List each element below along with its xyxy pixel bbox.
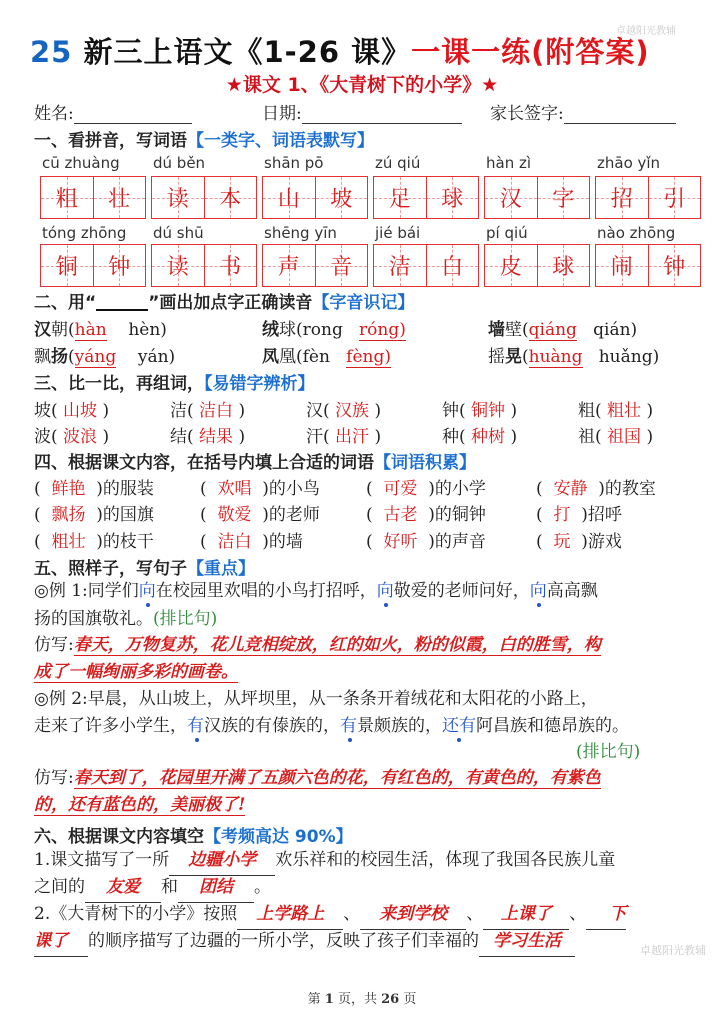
emphasis-char: 有 <box>187 716 204 736</box>
fill-answer: 鲜艳 <box>51 479 86 499</box>
compare-answer: 结果 <box>199 427 234 447</box>
pron-item-2 <box>262 315 406 340</box>
compare-item: 汗( 出汗 ) <box>306 427 382 447</box>
char-cell <box>263 177 316 218</box>
answer-char: 招 <box>610 187 633 212</box>
answer-char: 粗 <box>55 187 78 212</box>
char-cell <box>596 245 649 286</box>
footer-text: 页，共 <box>337 992 377 1007</box>
compare-char: 坡 <box>34 401 51 421</box>
fill-tail: )的服装 <box>96 479 154 499</box>
compare-item: 波( 波浪 ) <box>34 427 110 447</box>
compare-item: 汉( 汉族 ) <box>306 401 382 421</box>
fill-tail: )的国旗 <box>96 505 154 525</box>
answer-char: 引 <box>663 187 686 212</box>
char-cell <box>485 245 538 286</box>
pron-rest: ( <box>522 347 529 367</box>
char-cell <box>596 177 649 218</box>
compare-answer: 山坡 <box>63 401 98 421</box>
pinyin-label: pí qiú <box>486 224 528 242</box>
compare-item: 粗( 粗壮 ) <box>578 401 654 421</box>
emphasis-char: 有 <box>340 716 357 736</box>
answer-blank: 下 <box>586 899 626 930</box>
lesson-subtitle: ★课文 1、《大青树下的小学》★ <box>225 74 499 96</box>
answer-char: 壮 <box>108 187 131 212</box>
char-cell <box>152 177 205 218</box>
char-cell <box>41 177 94 218</box>
text: 敬爱的老师问好， <box>393 581 530 601</box>
imitate-label: 仿写: <box>34 635 74 655</box>
pron-rest: 球(rong <box>279 320 343 340</box>
compare-char: 汗 <box>306 427 323 447</box>
fill-tail: )的墙 <box>262 532 303 552</box>
section1-title: 一、看拼音，写词语 <box>34 131 187 151</box>
dotted-char: 凤 <box>262 347 279 367</box>
compare-char: 洁 <box>170 401 187 421</box>
compare-char: 汉 <box>306 401 323 421</box>
answer-char: 铜 <box>55 255 78 280</box>
pron-item-1 <box>34 315 167 340</box>
section5-title: 五、照样子，写句子 <box>34 559 187 579</box>
text: 高高飘 <box>546 581 598 601</box>
compare-item: 洁( 洁白 ) <box>170 401 246 421</box>
fill-answer: 飘扬 <box>51 505 86 525</box>
separator: 、 <box>569 904 587 924</box>
title-number: 25 <box>30 35 73 69</box>
compare-answer: 祖国 <box>607 427 642 447</box>
example1-note: (排比句) <box>153 609 218 629</box>
char-cell <box>94 245 146 286</box>
section1-tag: 【一类字、词语表默写】 <box>187 131 374 151</box>
text: 1.课文描写了一所 <box>34 850 170 870</box>
text: 汉族的有傣族的， <box>204 716 340 736</box>
dotted-char: 墙 <box>488 320 505 340</box>
pinyin-label: shān pō <box>264 154 324 172</box>
text: 2.《大青树下的小学》按照 <box>34 904 238 924</box>
compare-item: 坡( 山坡 ) <box>34 401 110 421</box>
text: 欢乐祥和的校园生活，体现了我国各民族儿童 <box>275 850 616 870</box>
pron-pre: 摇 <box>488 347 505 367</box>
text: 走来了许多小学生， <box>34 716 187 736</box>
fill-tail: )游戏 <box>581 532 622 552</box>
char-cell <box>649 245 701 286</box>
underline-sample <box>96 295 148 311</box>
answer-char: 钟 <box>663 255 686 280</box>
text: 的顺序描写了边疆的一所小学，反映了孩子们幸福的 <box>88 931 479 951</box>
pron-item-5 <box>262 342 391 367</box>
char-cell <box>152 245 205 286</box>
compare-answer: 波浪 <box>63 427 98 447</box>
fill-tail: )的教室 <box>598 479 656 499</box>
example2-line1: ◎例 2:早晨，从山坡上，从坪坝里，从一条条开着绒花和太阳花的小路上， <box>34 689 598 709</box>
text: ◎例 1:同学们 <box>34 581 139 601</box>
answer-blank: 友爱 <box>85 872 161 903</box>
section3-tag: 【易错字辨析】 <box>204 374 315 394</box>
answer-char: 字 <box>552 187 575 212</box>
answer-char: 钟 <box>108 255 131 280</box>
char-cell <box>316 245 368 286</box>
pron-item-6 <box>488 342 659 367</box>
writing-box <box>373 244 479 287</box>
text: 在校园里欢唱的小鸟打招呼， <box>155 581 377 601</box>
fill-item: ( 敬爱 )的老师 <box>200 505 320 525</box>
dotted-char: 汉 <box>34 320 51 340</box>
answer-blank: 上课了 <box>483 899 569 930</box>
writing-box <box>373 176 479 219</box>
imitate-answer: 春天，万物复苏，花儿竞相绽放，红的如火，粉的似霞，白的胜雪，构 <box>73 635 601 655</box>
example2-line2 <box>34 711 629 741</box>
compare-answer: 铜钟 <box>471 401 506 421</box>
fill-item: ( 粗壮 )的枝干 <box>34 532 154 552</box>
fill-answer: 洁白 <box>217 532 252 552</box>
char-cell <box>374 245 427 286</box>
title-main: 新三上语文《1-26 课》 <box>72 35 412 69</box>
writing-box <box>262 176 368 219</box>
pinyin-label: shēng yīn <box>264 224 337 242</box>
pinyin-label: dú běn <box>153 154 206 172</box>
char-cell <box>205 177 257 218</box>
fill-answer: 玩 <box>553 532 571 552</box>
imitate-answer: 成了一幅绚丽多彩的画卷。 <box>34 662 238 682</box>
fill-item: ( 好听 )的声音 <box>366 532 486 552</box>
pron-other: huǎng) <box>598 347 660 367</box>
answer-char: 声 <box>277 255 300 280</box>
pron-pre: 飘 <box>34 347 51 367</box>
fill-item: ( 飘扬 )的国旗 <box>34 505 154 525</box>
char-cell <box>205 245 257 286</box>
fill-item: ( 玩 )游戏 <box>536 532 622 552</box>
dotted-char: 晃 <box>505 347 522 367</box>
text: 景颇族的， <box>357 716 442 736</box>
dotted-char: 扬 <box>51 347 68 367</box>
char-cell <box>427 245 479 286</box>
answer-char: 山 <box>277 187 300 212</box>
fill-tail: )的声音 <box>428 532 486 552</box>
section4-tag: 【词语积累】 <box>374 453 476 473</box>
writing-box <box>595 244 701 287</box>
answer-char: 本 <box>219 187 242 212</box>
fill-answer: 打 <box>553 505 571 525</box>
section6-heading <box>34 822 353 847</box>
pinyin-label: zú qiú <box>375 154 421 172</box>
char-cell <box>649 177 701 218</box>
name-line[interactable] <box>74 105 192 124</box>
text: 。 <box>254 877 271 897</box>
text: 和 <box>161 877 178 897</box>
pron-answer: huàng <box>528 347 583 367</box>
writing-box <box>484 176 590 219</box>
footer-text: 页 <box>403 992 417 1007</box>
char-cell <box>263 245 316 286</box>
section5-tag: 【重点】 <box>187 559 255 579</box>
fill-item: ( 欢唱 )的小鸟 <box>200 479 320 499</box>
compare-answer: 汉族 <box>335 401 370 421</box>
name-label: 姓名: <box>34 104 74 124</box>
fill-tail: )的枝干 <box>96 532 154 552</box>
imitate-answer: 的，还有蓝色的，美丽极了! <box>34 795 246 815</box>
pinyin-label: jié bái <box>375 224 421 242</box>
fill-tail: )的铜钟 <box>428 505 486 525</box>
date-line[interactable] <box>302 105 462 124</box>
emphasis-char: 还有 <box>442 716 476 736</box>
section4-heading <box>34 448 476 473</box>
compare-char: 种 <box>442 427 459 447</box>
section4-title: 四、根据课文内容，在括号内填上合适的词语 <box>34 453 374 473</box>
pron-rest: 凰(fèn <box>279 347 330 367</box>
section1-heading <box>34 126 374 151</box>
answer-char: 洁 <box>388 255 411 280</box>
imitate2-line1 <box>34 763 601 793</box>
pron-item-3 <box>488 315 637 340</box>
date-field[interactable] <box>262 99 462 124</box>
imitate2-line2 <box>34 790 245 820</box>
writing-box <box>40 244 146 287</box>
answer-char: 闹 <box>610 255 633 280</box>
pinyin-label: tóng zhōng <box>42 224 127 242</box>
compare-item: 结( 结果 ) <box>170 427 246 447</box>
answer-char: 球 <box>441 187 464 212</box>
answer-blank: 学习生活 <box>479 926 575 957</box>
section2-heading <box>34 288 414 313</box>
footer-text: 第 <box>307 992 321 1007</box>
date-label: 日期: <box>262 104 302 124</box>
pron-rest: ( <box>68 347 75 367</box>
text: 扬的国旗敬礼。 <box>34 609 153 629</box>
answer-char: 读 <box>166 255 189 280</box>
title-answer-note: 一课一练(附答案) <box>411 35 650 69</box>
char-cell <box>538 177 590 218</box>
text: 之间的 <box>34 877 85 897</box>
section6-tag: 【考频高达 90%】 <box>204 827 353 847</box>
imitate1-line2 <box>34 657 238 687</box>
pinyin-label: zhāo yǐn <box>597 154 661 172</box>
answer-char: 音 <box>330 255 353 280</box>
section3-title: 三、比一比，再组词， <box>34 374 204 394</box>
fill-answer: 安静 <box>553 479 588 499</box>
answer-char: 球 <box>552 255 575 280</box>
char-cell <box>316 177 368 218</box>
pron-other: hèn) <box>128 320 167 340</box>
separator: 、 <box>466 904 484 924</box>
answer-char: 读 <box>166 187 189 212</box>
fill-answer: 古老 <box>383 505 418 525</box>
fill-item: ( 洁白 )的墙 <box>200 532 303 552</box>
pron-rest: 壁( <box>505 320 529 340</box>
writing-box <box>484 244 590 287</box>
answer-char: 书 <box>219 255 242 280</box>
char-cell <box>427 177 479 218</box>
compare-char: 钟 <box>442 401 459 421</box>
answer-blank: 上学路上 <box>237 899 343 930</box>
question2-line2 <box>34 926 575 957</box>
compare-char: 祖 <box>578 427 595 447</box>
fill-tail: )的小学 <box>428 479 486 499</box>
fill-answer: 欢唱 <box>217 479 252 499</box>
fill-item: ( 打 )招呼 <box>536 505 622 525</box>
answer-blank: 来到学校 <box>360 899 466 930</box>
compare-answer: 粗壮 <box>607 401 642 421</box>
watermark-bottom: 卓越阳光教辅 <box>640 944 706 957</box>
example1-line1 <box>34 576 598 606</box>
fill-answer: 敬爱 <box>217 505 252 525</box>
writing-box <box>151 176 257 219</box>
fill-item: ( 安静 )的教室 <box>536 479 656 499</box>
pron-answer: fèng) <box>346 347 391 367</box>
compare-item: 祖( 祖国 ) <box>578 427 654 447</box>
char-cell <box>374 177 427 218</box>
name-field[interactable] <box>34 99 192 124</box>
section2-tag: 【字音识记】 <box>312 293 415 313</box>
writing-box <box>595 176 701 219</box>
separator: 、 <box>343 904 361 924</box>
example2-note: (排比句) <box>576 742 641 762</box>
char-cell <box>41 245 94 286</box>
page-footer <box>0 988 724 1007</box>
pron-answer: róng) <box>359 320 406 340</box>
answer-char: 皮 <box>499 255 522 280</box>
answer-blank: 课了 <box>34 926 88 957</box>
fill-tail: )招呼 <box>581 505 622 525</box>
fill-tail: )的老师 <box>262 505 320 525</box>
page-total: 26 <box>381 992 400 1007</box>
parent-line[interactable] <box>564 105 676 124</box>
answer-char: 坡 <box>330 187 353 212</box>
writing-box <box>40 176 146 219</box>
writing-box <box>151 244 257 287</box>
answer-char: 白 <box>441 255 464 280</box>
pinyin-label: dú shū <box>153 224 204 242</box>
fill-item: ( 鲜艳 )的服装 <box>34 479 154 499</box>
pinyin-label: nào zhōng <box>597 224 676 242</box>
pron-answer: hàn <box>74 320 107 340</box>
pron-answer: yáng <box>74 347 117 367</box>
compare-char: 波 <box>34 427 51 447</box>
fill-item: ( 可爱 )的小学 <box>366 479 486 499</box>
emphasis-char: 向 <box>138 581 156 601</box>
fill-answer: 粗壮 <box>51 532 86 552</box>
fill-tail: )的小鸟 <box>262 479 320 499</box>
pron-rest: 朝( <box>51 320 75 340</box>
section6-title: 六、根据课文内容填空 <box>34 827 204 847</box>
section2-title-b: ”画出加点字正确读音 <box>148 293 313 313</box>
page-title <box>30 30 710 71</box>
compare-answer: 出汗 <box>335 427 370 447</box>
pinyin-label: hàn zì <box>486 154 532 172</box>
char-cell <box>485 177 538 218</box>
compare-item: 种( 种树 ) <box>442 427 518 447</box>
pron-item-4 <box>34 342 175 367</box>
fill-item: ( 古老 )的铜钟 <box>366 505 486 525</box>
compare-char: 粗 <box>578 401 595 421</box>
imitate-answer: 春天到了，花园里开满了五颜六色的花，有红色的，有黄色的，有紫色 <box>73 768 601 788</box>
imitate1-line1 <box>34 630 601 660</box>
dotted-char: 绒 <box>262 320 279 340</box>
section3-heading <box>34 369 315 394</box>
pinyin-label: cū zhuàng <box>42 154 120 172</box>
answer-char: 汉 <box>499 187 522 212</box>
answer-char: 足 <box>388 187 411 212</box>
fill-answer: 好听 <box>383 532 418 552</box>
imitate-label: 仿写: <box>34 768 74 788</box>
pron-other: qián) <box>593 320 638 340</box>
parent-signature-field[interactable] <box>490 99 676 124</box>
pron-answer: qiáng <box>528 320 577 340</box>
parent-label: 家长签字: <box>490 104 564 124</box>
page-number: 1 <box>324 992 334 1007</box>
emphasis-char: 向 <box>376 581 394 601</box>
answer-blank: 团结 <box>178 872 254 903</box>
watermark-top: 卓越阳光教辅 <box>616 26 676 37</box>
section2-title-a: 二、用“ <box>34 293 97 313</box>
compare-char: 结 <box>170 427 187 447</box>
compare-answer: 种树 <box>471 427 506 447</box>
writing-box <box>262 244 368 287</box>
fill-answer: 可爱 <box>383 479 418 499</box>
char-cell <box>94 177 146 218</box>
compare-item: 钟( 铜钟 ) <box>442 401 518 421</box>
answer-blank: 边疆小学 <box>169 845 275 876</box>
compare-answer: 洁白 <box>199 401 234 421</box>
text: 阿昌族和德昂族的。 <box>476 716 629 736</box>
emphasis-char: 向 <box>529 581 547 601</box>
char-cell <box>538 245 590 286</box>
pron-other: yán) <box>137 347 176 367</box>
